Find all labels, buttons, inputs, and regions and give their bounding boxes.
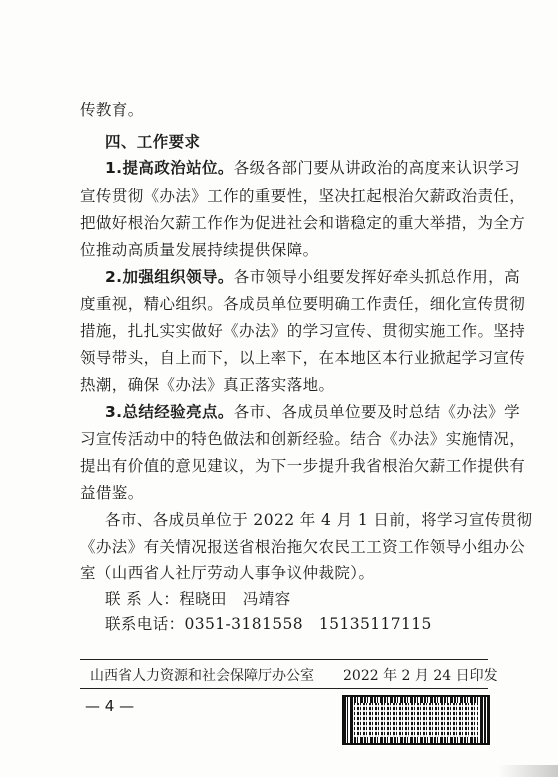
contact-person: 联 系 人：程晓田 冯靖容 (105, 590, 291, 608)
text-line: 把做好根治欠薪工作作为促进社会和谐稳定的重大举措，为全方 (80, 214, 526, 232)
text-line: 各市、各成员单位于 2022 年 4 月 1 日前，将学习宣传贯彻 (105, 511, 533, 529)
text-line: 提出有价值的意见建议，为下一步提升我省根治欠薪工作提供有 (80, 457, 526, 475)
footer-top-rule (80, 659, 488, 660)
text-line: 室（山西省人社厅劳动人事争议仲裁院）。 (80, 564, 375, 582)
text-line: 习宣传活动中的特色做法和创新经验。结合《办法》实施情况， (80, 430, 526, 448)
paragraph-1-line (105, 158, 558, 178)
paragraph-2-heading: 2.加强组织领导。 (105, 268, 234, 286)
barcode-icon (342, 695, 490, 745)
paragraph-1-text: 各级各部门要从讲政治的高度来认识学习 (233, 159, 520, 177)
contact-phone: 联系电话：0351-3181558 15135117115 (105, 615, 432, 633)
footer-bottom-rule (80, 688, 488, 689)
paragraph-1-heading: 1.提高政治站位。 (105, 159, 234, 177)
paragraph-3-line (105, 402, 558, 422)
paragraph-3-text: 各市、各成员单位要及时总结《办法》学 (233, 403, 520, 421)
footer-date: 2022 年 2 月 24 日印发 (343, 668, 498, 684)
text-line: 热潮，确保《办法》真正落实落地。 (80, 376, 335, 394)
text-line: 益借鉴。 (80, 484, 144, 502)
paragraph-2-text: 各市领导小组要发挥好牵头抓总作用，高 (233, 268, 520, 286)
paragraph-2-line (105, 267, 558, 287)
text-line: 位推动高质量发展持续提供保障。 (80, 241, 319, 259)
page-number: — 4 — (85, 697, 135, 715)
paragraph-3-heading: 3.总结经验亮点。 (105, 403, 234, 421)
text-line: 宣传贯彻《办法》工作的重要性，坚决扛起根治欠薪政治责任， (80, 187, 526, 205)
text-line: 度重视，精心组织。各成员单位要明确工作责任，细化宣传贯彻 (80, 295, 526, 313)
text-line: 传教育。 (80, 101, 144, 119)
footer-issuer: 山西省人力资源和社会保障厅办公室 (90, 668, 314, 684)
text-line: 领导带头，自上而下，以上率下，在本地区本行业掀起学习宣传 (80, 349, 526, 367)
scan-shadow (498, 765, 558, 777)
text-line: 《办法》有关情况报送省根治拖欠农民工工资工作领导小组办公 (80, 538, 526, 556)
section-heading: 四、工作要求 (105, 133, 201, 151)
text-line: 措施，扎扎实实做好《办法》的学习宣传、贯彻实施工作。坚持 (80, 322, 526, 340)
